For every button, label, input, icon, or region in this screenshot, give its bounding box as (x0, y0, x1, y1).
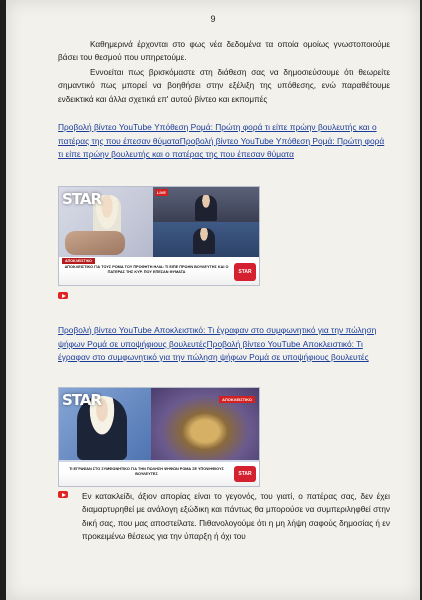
channel-badge: STAR (234, 466, 256, 482)
video-thumbnail-2[interactable] (58, 387, 260, 487)
live-label: LIVE (157, 190, 166, 195)
exclusive-label: ΑΠΟΚΛΕΙΣΤΙΚΟ (219, 396, 255, 403)
video-thumbnail-1[interactable] (58, 186, 260, 286)
youtube-link-video2[interactable]: Προβολή βίντεο YouTube Αποκλειστικό: Τι έγραφαν στο συμφωνητικό για την πώληση ψήφων Ρομά σε υποψήφιους βουλευτέςΠροβολή βίντεο YouTube Αποκλειστικό: Τι έγραφαν στο συμφωνητικό για την πώληση ψήφων Ρομά σε υποψήφιους βουλευτές (58, 325, 377, 363)
paragraph-intro: Καθημερινά έρχονται στο φως νέα δεδομένα τα οποία ομοίως γνωστοποιούμε βάσει του θεσμού που υπηρετούμε. (58, 40, 390, 63)
paragraph-conclusion: Εν κατακλείδι, άξιον απορίας είναι το γεγονός, του γιατί, ο πατέρας σας, δεν έχει διαμαρτυρηθεί με ανάλογη εξώδικη και πάντως θα μπορούσε να συμπεριληφθεί στην δική σας, που μας αποστείλατε. Πιθανολογούμε ότι η μη λήψη σαφούς δημοσίας ή εν προκειμένω θέσεως για την ύπαρξη ή όχι του (82, 492, 390, 542)
caption-bar (59, 462, 259, 486)
caption-tag: ΑΠΟΚΛΕΙΣΤΙΚΟ (62, 258, 95, 264)
coins-image (151, 388, 259, 460)
youtube-icon[interactable] (58, 292, 68, 299)
channel-logo: STAR (62, 190, 102, 208)
caption-text: ΤΙ ΕΓΡΑΦΑΝ ΣΤΟ ΣΥΜΦΩΝΗΤΙΚΟ ΓΙΑ ΤΗΝ ΠΩΛΗΣΗ ΨΗΦΩΝ ΡΟΜΑ ΣΕ ΥΠΟΨΗΦΙΟΥΣ ΒΟΥΛΕΥΤΕΣ (69, 467, 224, 476)
caption-bar (59, 257, 259, 285)
hand-image (65, 231, 125, 255)
channel-logo: STAR (62, 391, 102, 409)
youtube-icon[interactable] (58, 491, 68, 498)
guest-person (193, 228, 215, 254)
youtube-link-video1[interactable]: Προβολή βίντεο YouTube Υπόθεση Ρομά: Πρώτη φορά τι είπε πρώην βουλευτής και ο πατέρας της που έπεσαν θύματαΠροβολή βίντεο YouTube Υπόθεση Ρομά: Πρώτη φορά τι είπε πρώην βουλευτής και ο πατέρας της που έπεσαν θύματα (58, 122, 385, 160)
paragraph-availability: Εννοείται πως βρισκόμαστε στη διάθεση σας να δημοσιεύσουμε ότι θεωρείτε σημαντικό πως μπορεί να βοηθήσει στην εξέλιξη της υπόθεσης, ενώ παραθέτουμε ενδεικτικά και άλλα σχετικά επ' αυτού βίντεο και εκπομπές (58, 68, 390, 104)
guest-panel-bottom (153, 222, 259, 257)
guest-person (195, 195, 217, 221)
channel-badge: STAR (234, 263, 256, 281)
caption-text: ΑΠΟΚΛΕΙΣΤΙΚΟ ΓΙΑ ΤΟΥΣ ΡΟΜΑ ΤΟΥ ΠΡΟΦΗΤΗ ΗΛΙΑ: ΤΙ ΕΙΠΕ ΠΡΩΗΝ ΒΟΥΛΕΥΤΗΣ ΚΑΙ Ο ΠΑΤΕΡΑΣ ΤΗΣ ΚΥΡ. ΠΟΥ ΕΠΕΣΑΝ ΘΥΜΑΤΑ (64, 265, 229, 274)
guest-panel-top (153, 187, 259, 222)
page-number: 9 (210, 14, 216, 24)
document-page (6, 0, 420, 600)
